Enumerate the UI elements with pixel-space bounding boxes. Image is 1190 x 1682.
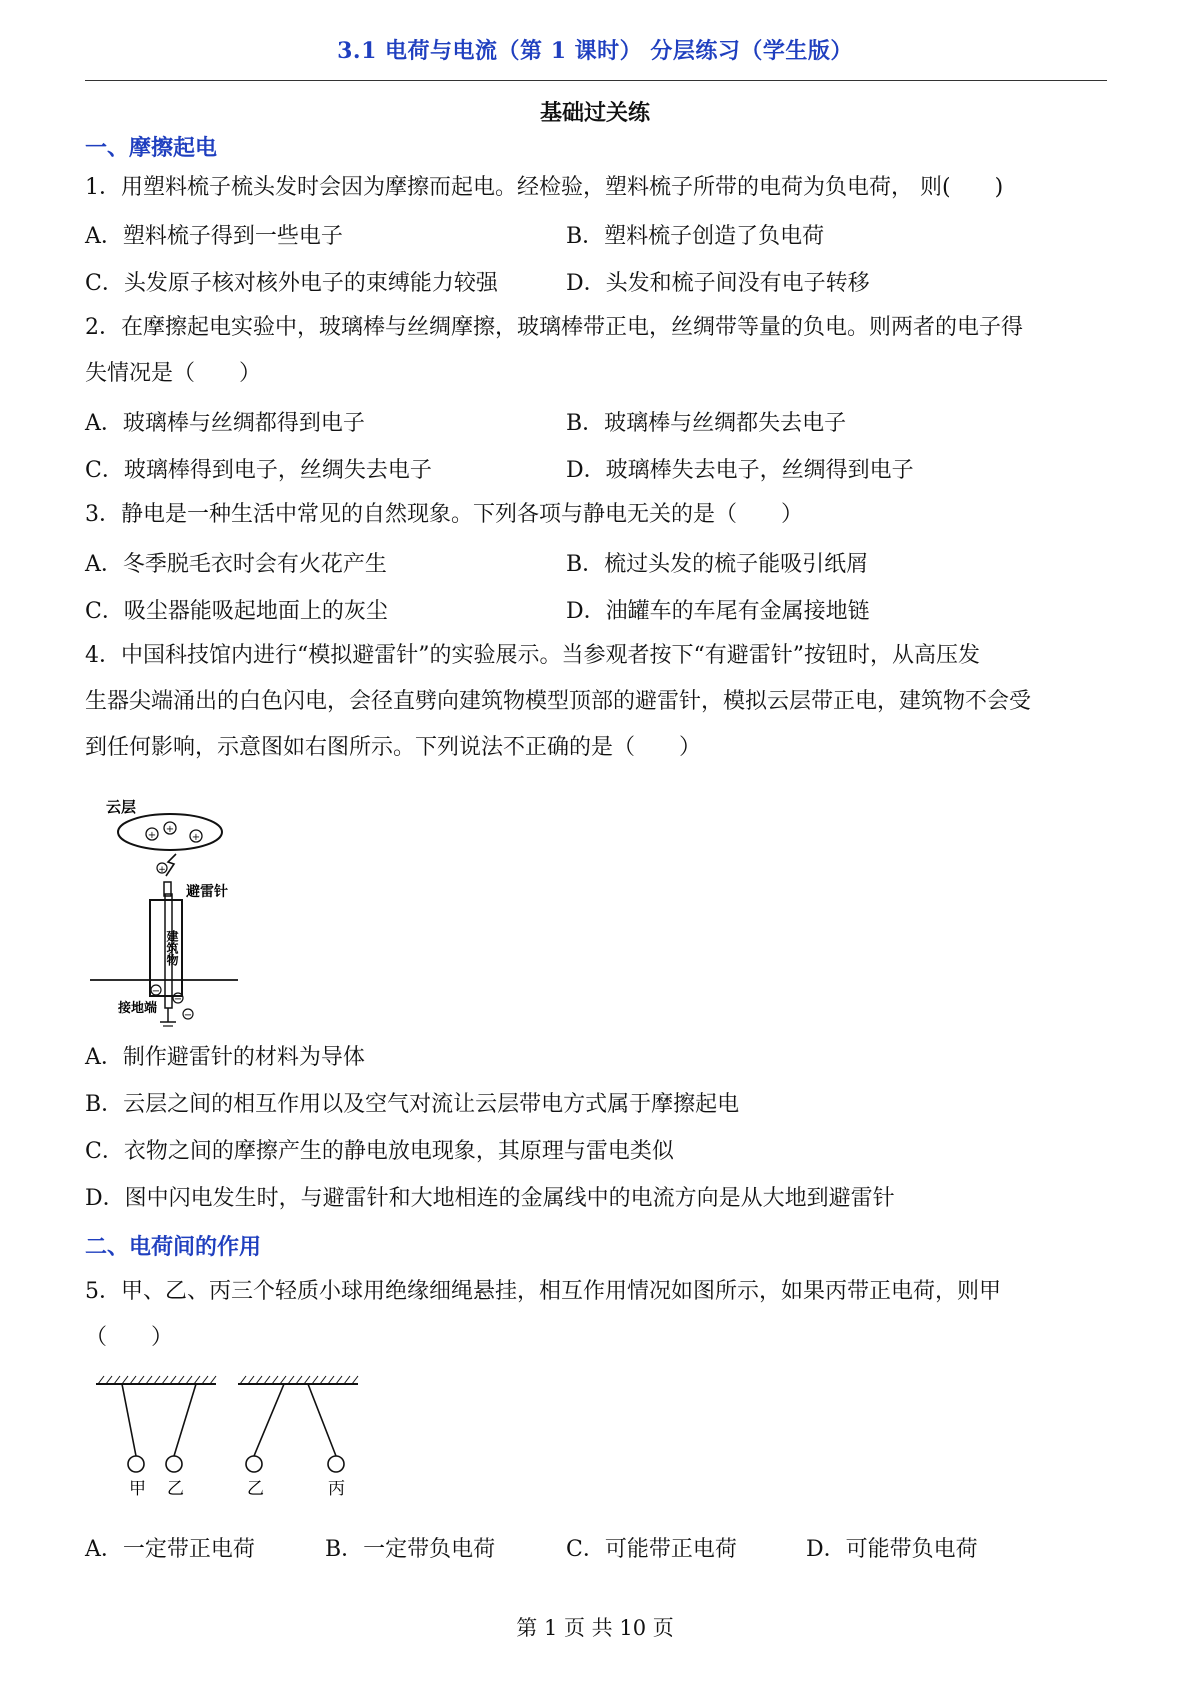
question-5-option-a: A．一定带正电荷 [85, 1537, 255, 1562]
question-1-option-b: B．塑料梳子创造了负电荷 [566, 224, 825, 249]
question-5-option-d: D．可能带负电荷 [806, 1537, 978, 1562]
header-divider [85, 80, 1107, 81]
section-heading-2: 二、电荷间的作用 [85, 1235, 262, 1260]
question-4-stem-line-1: 4．中国科技馆内进行“模拟避雷针”的实验展示。当参观者按下“有避雷针”按钮时，从高压发 [85, 643, 980, 668]
question-3-option-c: C．吸尘器能吸起地面上的灰尘 [85, 599, 388, 624]
question-2-stem-line-1: 2．在摩擦起电实验中，玻璃棒与丝绸摩擦，玻璃棒带正电，丝绸带等量的负电。则两者的电子得 [85, 315, 1024, 340]
ball-1-label: 甲 [129, 1479, 146, 1499]
question-5-stem-line-1: 5．甲、乙、丙三个轻质小球用绝缘细绳悬挂，相互作用情况如图所示，如果丙带正电荷，则甲 [85, 1279, 1002, 1304]
question-3-option-b: B．梳过头发的梳子能吸引纸屑 [566, 552, 869, 577]
question-4-option-a: A．制作避雷针的材料为导体 [85, 1045, 365, 1070]
svg-text:+: + [165, 824, 175, 835]
question-4-option-b: B．云层之间的相互作用以及空气对流让云层带电方式属于摩擦起电 [85, 1092, 740, 1117]
hanging-balls-diagram [88, 1372, 368, 1502]
question-4-stem-line-3: 到任何影响，示意图如右图所示。下列说法不正确的是（ ） [85, 735, 702, 760]
document-title: 3.1 电荷与电流（第 1 课时） 分层练习（学生版） [337, 38, 853, 64]
question-5-option-c: C．可能带正电荷 [566, 1537, 737, 1562]
ball-3-label: 乙 [247, 1479, 264, 1499]
rod-label: 避雷针 [186, 884, 228, 900]
question-1-option-d: D．头发和梳子间没有电子转移 [566, 271, 870, 296]
section-heading-1: 一、摩擦起电 [85, 136, 218, 161]
ball-3 [246, 1456, 262, 1472]
thread-ball-3 [254, 1384, 284, 1456]
question-2-option-d: D．玻璃棒失去电子，丝绸得到电子 [566, 458, 914, 483]
question-4-stem-line-2: 生器尖端涌出的白色闪电，会径直劈向建筑物模型顶部的避雷针，模拟云层带正电，建筑物不会受 [85, 689, 1032, 714]
ball-4-label: 丙 [328, 1479, 345, 1499]
thread-ball-1 [122, 1384, 136, 1456]
ball-2-label: 乙 [167, 1479, 184, 1499]
cloud-label: 云层 [106, 798, 137, 816]
lightning-rod-diagram [88, 790, 248, 1030]
question-1-option-a: A．塑料梳子得到一些电子 [85, 224, 343, 249]
svg-text:−: − [183, 1010, 193, 1021]
question-5-option-b: B．一定带负电荷 [325, 1537, 496, 1562]
ball-4 [328, 1456, 344, 1472]
svg-text:+: + [147, 830, 157, 841]
question-1-option-c: C．头发原子核对核外电子的束缚能力较强 [85, 271, 498, 296]
question-1-stem: 1．用塑料梳子梳头发时会因为摩擦而起电。经检验，塑料梳子所带的电荷为负电荷， 则( ) [85, 175, 1004, 200]
question-4-option-c: C．衣物之间的摩擦产生的静电放电现象，其原理与雷电类似 [85, 1139, 674, 1164]
question-3-option-a: A．冬季脱毛衣时会有火花产生 [85, 552, 387, 577]
thread-ball-4 [308, 1384, 336, 1456]
page-number: 第 1 页 共 10 页 [516, 1616, 674, 1640]
svg-text:−: − [173, 994, 183, 1005]
svg-text:+: + [191, 832, 201, 843]
question-2-option-a: A．玻璃棒与丝绸都得到电子 [85, 411, 365, 436]
svg-text:−: − [151, 986, 161, 997]
question-2-option-b: B．玻璃棒与丝绸都失去电子 [566, 411, 847, 436]
lightning-bolt [166, 854, 176, 876]
question-3-option-d: D．油罐车的车尾有金属接地链 [566, 599, 870, 624]
question-2-option-c: C．玻璃棒得到电子，丝绸失去电子 [85, 458, 432, 483]
question-4-option-d: D．图中闪电发生时，与避雷针和大地相连的金属线中的电流方向是从大地到避雷针 [85, 1186, 895, 1211]
ground-label: 接地端 [118, 1001, 158, 1016]
ball-1 [128, 1456, 144, 1472]
section-subtitle: 基础过关练 [539, 100, 650, 126]
question-3-stem: 3．静电是一种生活中常见的自然现象。下列各项与静电无关的是（ ） [85, 502, 803, 527]
thread-ball-2 [174, 1384, 196, 1456]
ball-2 [166, 1456, 182, 1472]
question-2-stem-line-2: 失情况是（ ） [85, 361, 262, 386]
cloud-plus-signs [148, 824, 200, 843]
question-5-stem-line-2: （ ） [85, 1325, 174, 1350]
svg-text:+: + [158, 865, 166, 875]
building-label: 建筑物 [165, 930, 179, 966]
